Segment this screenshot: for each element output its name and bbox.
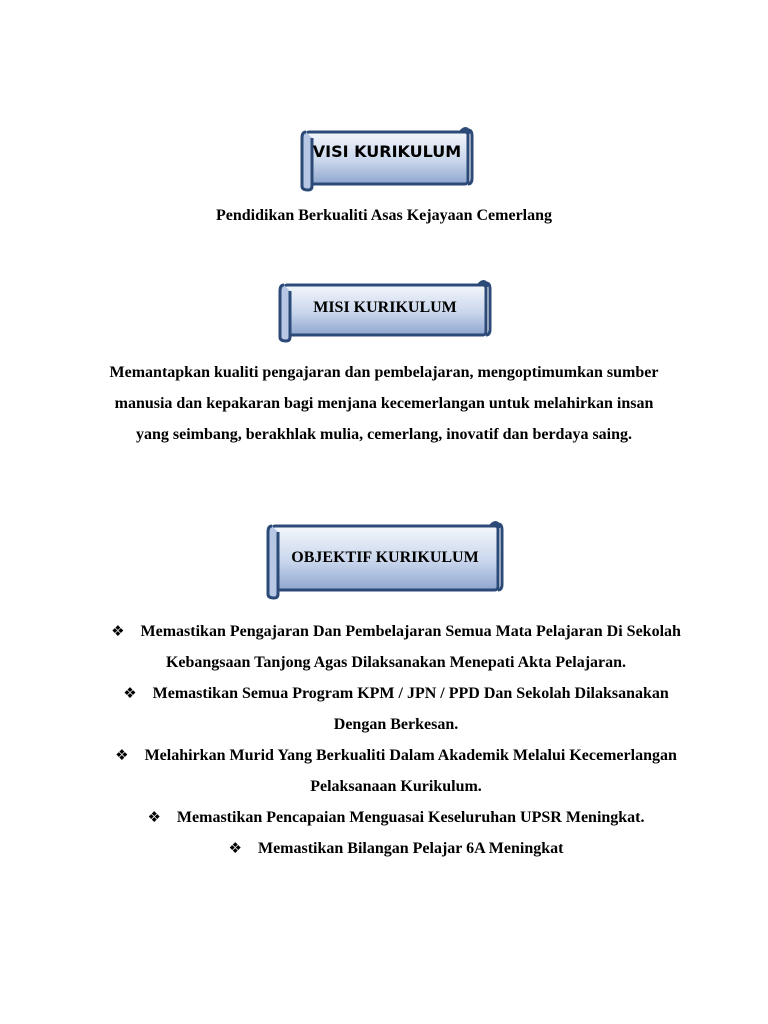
- mission-heading: MISI KURIKULUM: [313, 299, 457, 316]
- objective-item: [96, 740, 696, 802]
- objective-text: Melahirkan Murid Yang Berkualiti Dalam Akademik Melalui Kecemerlangan Pelaksanaan Kurikulum.: [144, 747, 677, 795]
- mission-banner: [278, 277, 492, 343]
- objective-item: [96, 802, 696, 833]
- objective-item: [96, 833, 696, 864]
- objectives-banner: [266, 518, 504, 600]
- objective-text: Memastikan Pengajaran Dan Pembelajaran Semua Mata Pelajaran Di Sekolah Kebangsaan Tanjong Agas Dilaksanakan Menepati Akta Pelajaran.: [140, 623, 681, 671]
- objective-item: [96, 678, 696, 740]
- mission-statement: Memantapkan kualiti pengajaran dan pembelajaran, mengoptimumkan sumber manusia dan kepakaran bagi menjana kecemerlangan untuk melahirkan insan yang seimbang, berakhlak mulia, cemerlang, inovatif dan berdaya saing.: [109, 364, 659, 443]
- diamond-bullet-icon: ❖: [147, 808, 161, 826]
- diamond-bullet-icon: ❖: [123, 684, 137, 702]
- diamond-bullet-icon: ❖: [228, 839, 242, 857]
- objective-text: Memastikan Bilangan Pelajar 6A Meningkat: [257, 840, 564, 857]
- objective-text: Memastikan Semua Program KPM / JPN / PPD Dan Sekolah Dilaksanakan Dengan Berkesan.: [152, 685, 669, 733]
- vision-statement: Pendidikan Berkualiti Asas Kejayaan Cemerlang: [215, 207, 553, 224]
- objective-item: [96, 616, 696, 678]
- objectives-heading: OBJEKTIF KURIKULUM: [291, 549, 479, 566]
- diamond-bullet-icon: ❖: [115, 746, 129, 764]
- diamond-bullet-icon: ❖: [111, 622, 125, 640]
- objectives-list: [96, 616, 696, 864]
- objective-text: Memastikan Pencapaian Menguasai Keseluruhan UPSR Meningkat.: [176, 809, 645, 826]
- vision-heading: VISI KURIKULUM: [312, 142, 462, 161]
- vision-banner: [300, 124, 474, 192]
